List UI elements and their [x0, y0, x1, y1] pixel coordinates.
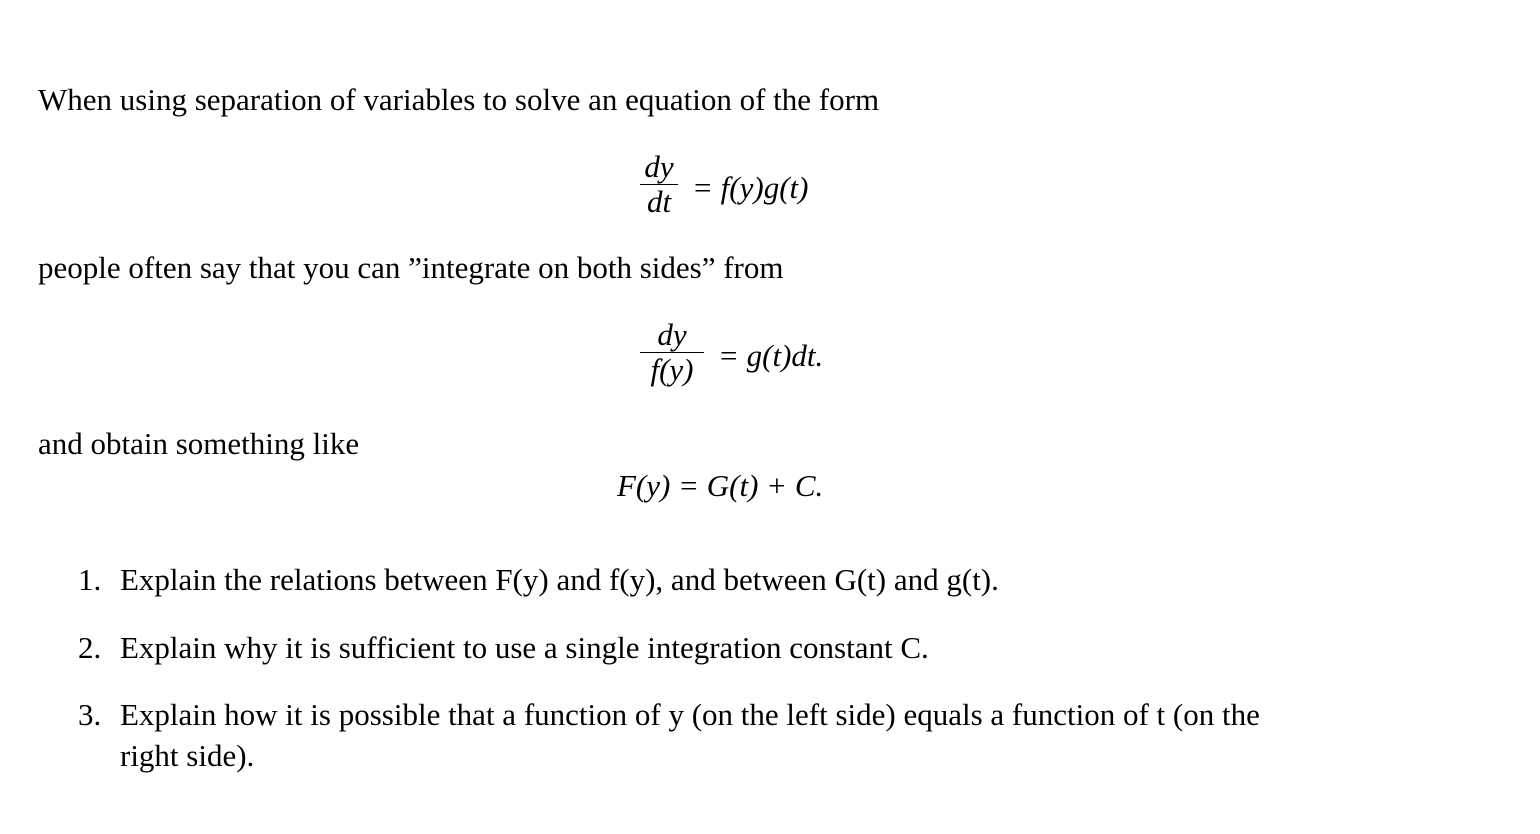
equation-2-rhs: = g(t)dt.: [718, 338, 824, 373]
intro-line-3: and obtain something like: [38, 426, 360, 461]
equation-1-fraction: [640, 150, 678, 219]
intro-line-1: When using separation of variables to solve an equation of the form: [38, 82, 880, 117]
list-item-text: Explain the relations between F(y) and f(y), and between G(t) and g(t).: [120, 562, 999, 597]
equation-2-fraction: [640, 318, 704, 387]
equation-2-denominator: f(y): [650, 352, 694, 387]
list-item-text: Explain why it is sufficient to use a single integration constant C.: [120, 630, 929, 665]
list-item-text: Explain how it is possible that a function of y (on the left side) equals a function of t (on the: [120, 697, 1260, 732]
equation-1-rhs: = f(y)g(t): [692, 170, 809, 205]
list-item-number: 2.: [78, 630, 102, 665]
list-item-text-continued: right side).: [120, 738, 255, 773]
intro-line-2: people often say that you can ”integrate on both sides” from: [38, 250, 784, 285]
equation-1-denominator: dt: [646, 184, 672, 219]
list-item-number: 3.: [78, 697, 102, 732]
equation-2-numerator: dy: [657, 317, 687, 352]
list-item-number: 1.: [78, 562, 102, 597]
equation-3: F(y) = G(t) + C.: [617, 468, 824, 503]
equation-1-numerator: dy: [644, 149, 674, 184]
